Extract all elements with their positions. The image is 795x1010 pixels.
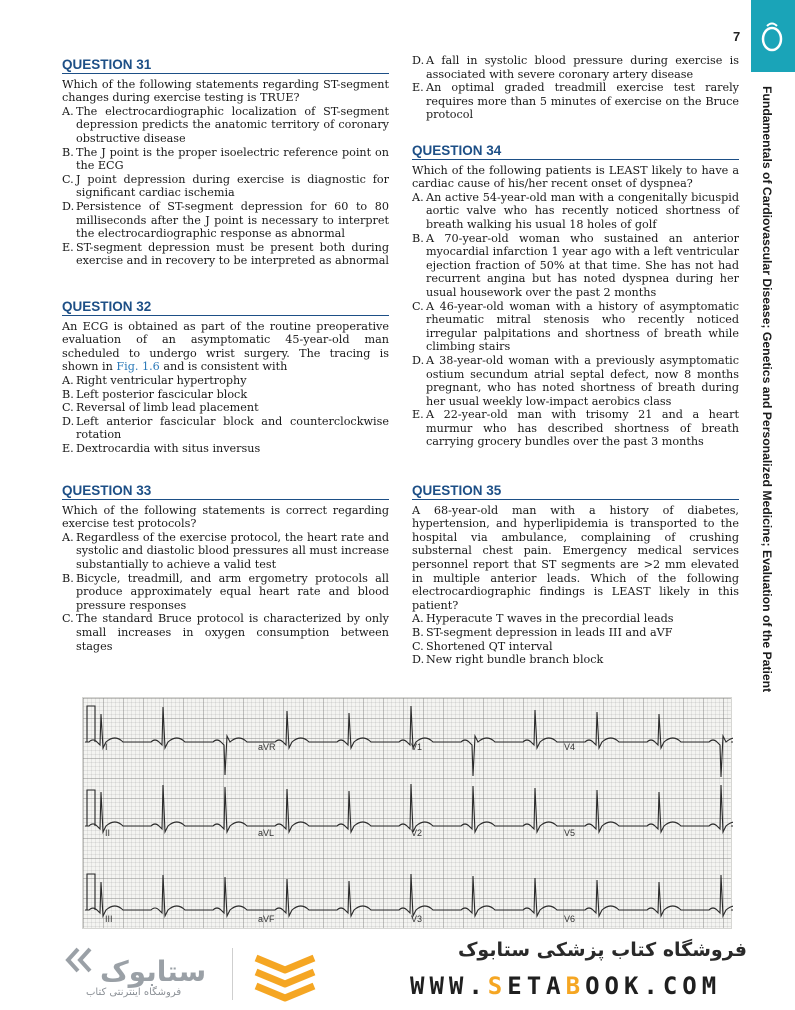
question-33-continued bbox=[412, 54, 739, 122]
option-list bbox=[412, 191, 739, 449]
chapter-logo-icon bbox=[757, 20, 787, 54]
option-item: C. J point depression during exercise is diagnostic for significant cardiac ischemia bbox=[62, 172, 389, 200]
lead-label: III bbox=[105, 914, 113, 924]
lead-label: V1 bbox=[411, 742, 423, 752]
lead-label: I bbox=[105, 742, 108, 752]
lead-label: aVF bbox=[258, 914, 275, 924]
option-item: E. Dextrocardia with situs inversus bbox=[62, 441, 261, 455]
question-31 bbox=[62, 58, 389, 268]
page-number: 7 bbox=[733, 29, 741, 44]
option-item: B. A 70-year-old woman who sustained an anterior myocardial infarction 1 year ago with a left ventricular ejection fraction of 50% at that time. She has not had recurrent angina but has noted dyspnea during her usual housework over the past 2 months bbox=[412, 231, 739, 299]
store-name: فروشگاه کتاب پزشکی ستابوک bbox=[457, 939, 747, 961]
option-list bbox=[412, 612, 739, 666]
option-item: E. A 22-year-old man with trisomy 21 and a heart murmur who has described shortness of breath carrying grocery bundles over the past 3 months bbox=[412, 408, 739, 449]
question-stem: A 68-year-old man with a history of diabetes, hypertension, and hyperlipidemia is transported to the hospital via ambulance, complaining of crushing substernal chest pain. Emergency medical services personnel report that ST segments are >2 mm elevated in multiple anterior leads. Which of the following electrocardiographic findings is LEAST likely in this patient? bbox=[412, 503, 739, 612]
option-item: C. Reversal of limb lead placement bbox=[62, 401, 259, 415]
option-item: D. Persistence of ST-segment depression for 60 to 80 milliseconds after the J point is necessary to interpret the electrocardiographic response as abnormal bbox=[62, 199, 389, 241]
option-item: D. A 38-year-old woman with a previously asymptomatic ostium secundum atrial septal defect, now 8 months pregnant, who has noted shortness of breath during her usual weekly low-impact aerobics class bbox=[412, 353, 739, 408]
lead-label: aVL bbox=[258, 828, 275, 838]
ecg-rhythm-strip bbox=[85, 784, 733, 832]
question-heading: QUESTION 32 bbox=[62, 300, 389, 316]
option-item: B. The J point is the proper isoelectric reference point on the ECG bbox=[62, 145, 389, 173]
figure-link[interactable]: Fig. 1.6 bbox=[116, 360, 160, 374]
store-logo-text: ستابوک bbox=[100, 955, 207, 988]
option-item: C. A 46-year-old woman with a history of asymptomatic rheumatic mitral stenosis who recently noticed irregular palpitations and shortness of breath while climbing stairs bbox=[412, 299, 739, 354]
option-list bbox=[412, 54, 739, 122]
option-item: A. An active 54-year-old man with a congenitally bicuspid aortic valve who has recently noticed shortness of breath walking his usual 18 holes of golf bbox=[412, 190, 739, 231]
option-item: E. An optimal graded treadmill exercise test rarely requires more than 5 minutes of exercise on the Bruce protocol bbox=[412, 81, 739, 122]
option-item: A. Right ventricular hypertrophy bbox=[62, 373, 247, 387]
question-stem: Which of the following statements is correct regarding exercise test protocols? bbox=[62, 503, 389, 531]
option-item: C. The standard Bruce protocol is characterized by only small increases in oxygen consumption between stages bbox=[62, 612, 389, 653]
option-item: B. ST-segment depression in leads III and aVF bbox=[412, 625, 673, 639]
lead-label: aVR bbox=[258, 742, 276, 752]
option-item: A. Hyperacute T waves in the precordial leads bbox=[412, 612, 674, 626]
question-stem: An ECG is obtained as part of the routine preoperative evaluation of an asymptomatic 45-year-old man scheduled to undergo wrist surgery. The tracing is shown in Fig. 1.6 and is consistent with bbox=[62, 319, 389, 374]
calibration-pulse bbox=[87, 790, 95, 826]
store-url[interactable]: WWW.SETABOOK.COM bbox=[410, 972, 722, 1000]
question-34 bbox=[412, 144, 739, 449]
running-chapter-title: Fundamentals of Cardiovascular Disease; Genetics and Personalized Medicine; Evaluation of the Patient bbox=[760, 86, 774, 693]
question-heading: QUESTION 33 bbox=[62, 484, 389, 500]
lead-label: V2 bbox=[411, 828, 423, 838]
option-item: A. The electrocardiographic localization of ST-segment depression predicts the anatomic territory of coronary obstructive disease bbox=[62, 104, 389, 145]
double-chevron-logo-icon bbox=[62, 945, 96, 975]
ecg-waveforms bbox=[83, 698, 733, 930]
option-item: B. Bicycle, treadmill, and arm ergometry protocols all produce approximately equal heart rate and blood pressure responses bbox=[62, 571, 389, 612]
question-35 bbox=[412, 484, 739, 667]
question-stem: Which of the following statements regarding ST-segment changes during exercise testing is TRUE? bbox=[62, 77, 389, 105]
question-stem: Which of the following patients is LEAST likely to have a cardiac cause of his/her recent onset of dyspnea? bbox=[412, 163, 739, 191]
question-32 bbox=[62, 300, 389, 456]
option-item: C. Shortened QT interval bbox=[412, 639, 553, 653]
lead-label: V6 bbox=[564, 914, 576, 924]
question-heading: QUESTION 31 bbox=[62, 58, 389, 74]
books-stack-icon bbox=[250, 950, 320, 1002]
chapter-tab bbox=[751, 0, 795, 72]
lead-label: V3 bbox=[411, 914, 423, 924]
lead-label: V5 bbox=[564, 828, 576, 838]
question-heading: QUESTION 34 bbox=[412, 144, 739, 160]
option-item: D. New right bundle branch block bbox=[412, 653, 604, 667]
ecg-rhythm-strip bbox=[85, 874, 733, 916]
calibration-pulse bbox=[87, 706, 95, 742]
question-33 bbox=[62, 484, 389, 653]
option-list bbox=[62, 374, 389, 456]
store-logo-subtitle: فروشگاه اینترنتی کتاب bbox=[86, 987, 182, 998]
option-item: D. Left anterior fascicular block and counterclockwise rotation bbox=[62, 414, 389, 442]
ecg-rhythm-strip bbox=[85, 706, 733, 777]
option-item: E. ST-segment depression must be present both during exercise and in recovery to be interpreted as abnormal bbox=[62, 240, 390, 268]
calibration-pulse bbox=[87, 874, 95, 910]
lead-label: II bbox=[105, 828, 111, 838]
option-item: A. Regardless of the exercise protocol, the heart rate and systolic and diastolic blood pressures all must increase substantially to achieve a valid test bbox=[62, 530, 390, 571]
banner-divider bbox=[232, 948, 233, 1000]
option-item: B. Left posterior fascicular block bbox=[62, 387, 248, 401]
option-list bbox=[62, 105, 389, 268]
lead-label: V4 bbox=[564, 742, 576, 752]
option-list bbox=[62, 531, 389, 653]
option-item: D. A fall in systolic blood pressure during exercise is associated with severe coronary artery disease bbox=[412, 54, 739, 81]
ecg-tracing-figure bbox=[82, 697, 732, 929]
question-heading: QUESTION 35 bbox=[412, 484, 739, 500]
